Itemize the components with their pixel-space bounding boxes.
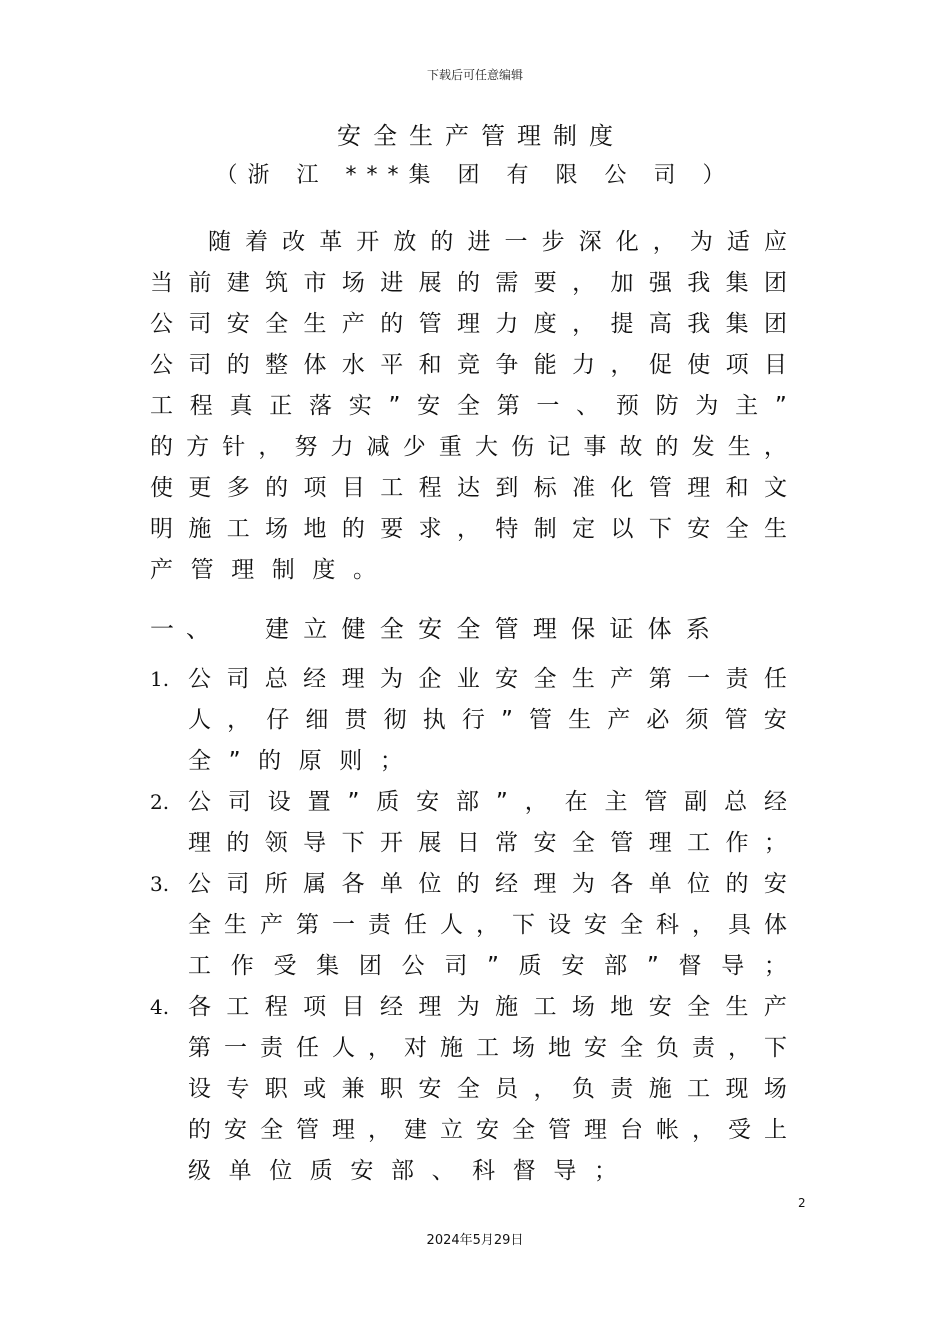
list-item-line: 第 一 责 任 人 ， 对 施 工 场 地 安 全 负 责 ， 下 [188, 1035, 787, 1061]
intro-line: 使 更 多 的 项 目 工 程 达 到 标 准 化 管 理 和 文 [150, 475, 787, 501]
list-item-marker: 3. [150, 872, 170, 896]
list-item [150, 987, 787, 1192]
list-item-line: 全 ” 的 原 则 ； [188, 748, 403, 774]
section-heading [150, 603, 787, 655]
item-list [150, 659, 787, 1192]
list-item-line: 公 司 总 经 理 为 企 业 安 全 生 产 第 一 责 任 [188, 666, 787, 692]
intro-line: 产 管 理 制 度 。 [150, 557, 376, 583]
page-number: 2 [798, 1196, 806, 1210]
list-item-line: 公 司 设 置 ” 质 安 部 ” ， 在 主 管 副 总 经 [188, 789, 787, 815]
intro-paragraph [150, 222, 787, 591]
intro-line: 工 程 真 正 落 实 ” 安 全 第 一 、 预 防 为 主 ” [150, 393, 787, 419]
document-body [150, 222, 787, 1192]
list-item-marker: 4. [150, 995, 170, 1019]
section-title: 建 立 健 全 安 全 管 理 保 证 体 系 [265, 614, 710, 643]
header-note: 下载后可任意编辑 [426, 68, 523, 82]
list-item-line: 各 工 程 项 目 经 理 为 施 工 场 地 安 全 生 产 [188, 994, 787, 1020]
list-item-line: 级 单 位 质 安 部 、 科 督 导 ； [188, 1158, 617, 1184]
footer-date: 2024年5月29日 [426, 1233, 524, 1248]
list-item-line: 理 的 领 导 下 开 展 日 常 安 全 管 理 工 作 ； [188, 830, 787, 856]
intro-line: 公 司 的 整 体 水 平 和 竞 争 能 力 ， 促 使 项 目 [150, 352, 787, 378]
intro-line: 公 司 安 全 生 产 的 管 理 力 度 ， 提 高 我 集 团 [150, 311, 787, 337]
list-item-line: 全 生 产 第 一 责 任 人 ， 下 设 安 全 科 ， 具 体 [188, 912, 787, 938]
intro-line: 随 着 改 革 开 放 的 进 一 步 深 化 ， 为 适 应 [208, 229, 787, 255]
intro-line: 当 前 建 筑 市 场 进 展 的 需 要 ， 加 强 我 集 团 [150, 270, 787, 296]
list-item-line: 的 安 全 管 理 ， 建 立 安 全 管 理 台 帐 ， 受 上 [188, 1117, 787, 1143]
list-item [150, 864, 787, 987]
list-item-line: 公 司 所 属 各 单 位 的 经 理 为 各 单 位 的 安 [188, 871, 787, 897]
section-number: 一 、 [150, 614, 210, 643]
intro-line: 明 施 工 场 地 的 要 求 ， 特 制 定 以 下 安 全 生 [150, 516, 787, 542]
list-item-marker: 2. [150, 790, 170, 814]
document-subtitle: （浙 江 ***集 团 有 限 公 司 ） [215, 163, 735, 188]
document-title: 安全生产管理制度 [337, 122, 625, 150]
list-item [150, 782, 787, 864]
list-item [150, 659, 787, 782]
intro-line: 的 方 针 ， 努 力 减 少 重 大 伤 记 事 故 的 发 生 ， [150, 434, 787, 460]
list-item-line: 设 专 职 或 兼 职 安 全 员 ， 负 责 施 工 现 场 [188, 1076, 787, 1102]
list-item-line: 工 作 受 集 团 公 司 ” 质 安 部 ” 督 导 ； [188, 953, 787, 979]
list-item-marker: 1. [150, 667, 170, 691]
list-item-line: 人 ， 仔 细 贯 彻 执 行 ” 管 生 产 必 须 管 安 [188, 707, 787, 733]
